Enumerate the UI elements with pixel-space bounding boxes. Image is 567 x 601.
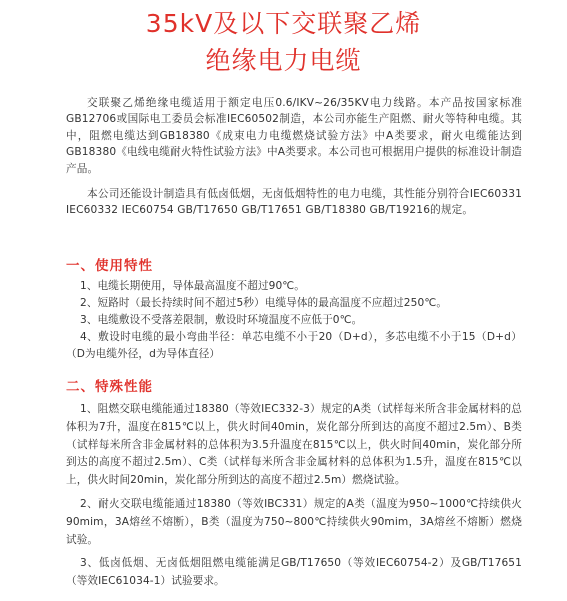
list-item: 2、短路时（最长持续时间不超过5秒）电缆导体的最高温度不应超过250℃。: [80, 297, 448, 309]
list-item: 3、电缆敷设不受落差限制，敷设时环境温度不应低于0℃。: [80, 314, 363, 326]
page-title-line1: 35kV及以下交联聚乙烯: [145, 9, 422, 38]
page-title-line2: 绝缘电力电缆: [205, 46, 362, 75]
list-item: 1、阻燃交联电缆能通过18380（等效IEC332-3）规定的A类（试样每米所含非金属材料的总体积为7升，温度在815℃以上，供火时间40min，炭化部分所到达的高度不超过2.5m）、B类（试样每米所含非金属材料的总体积为3.5升温度在815℃以上，供火时间40min，炭化部分所到达的高度不超过2.5m）、C类（试样每米所含非金属材料的总体积为1.5升，温度在815℃以上，供火时间20min，炭化部分所到达的高度不超过2.5m）燃烧试验。: [66, 403, 522, 487]
intro-paragraph-2: 本公司还能设计制造具有低卤低烟，无卤低烟特性的电力电缆，其性能分别符合IEC60331 IEC60332 IEC60754 GB/T17650 GB/T17651 GB/T18380 GB/T19216的规定。: [66, 188, 522, 217]
intro-paragraph-1: 交联聚乙烯绝缘电缆适用于额定电压0.6/IKV~26/35KV电力线路。本产品按国家标准GB12706或国际电工委员会标准IEC60502制造，本公司亦能生产阻燃、耐火等特种电缆。其中，阻燃电缆达到GB18380《成束电力电缆燃烧试验方法》中A类要求，耐火电缆能达到GB18380《电线电缆耐火特性试验方法》中A类要求。本公司也可根据用户提供的标准设计制造产品。: [66, 97, 522, 175]
list-item: 1、电缆长期使用，导体最高温度不超过90℃。: [80, 280, 306, 292]
usage-list: [66, 278, 522, 363]
section-heading-usage: 一、使用特性: [66, 258, 153, 274]
list-item: 2、耐火交联电缆能通过18380（等效IBC331）规定的A类（温度为950~1000℃持续供火90mim，3A熔丝不熔断），B类（温度为750~800℃持续供火90mim，3A熔丝不熔断）燃烧试验。: [66, 497, 522, 546]
section-heading-special: 二、特殊性能: [66, 379, 153, 395]
list-item: 3、低卤低烟、无卤低烟阻燃电缆能满足GB/T17650（等效IEC60754-2）及GB/T17651（等效IEC61034-1）试验要求。: [66, 557, 522, 588]
list-item: 4、敷设时电缆的最小弯曲半径：单芯电缆不小于20（D+d），多芯电缆不小于15（D+d）（D为电缆外径，d为导体直径）: [66, 331, 522, 360]
special-list: [66, 401, 522, 591]
